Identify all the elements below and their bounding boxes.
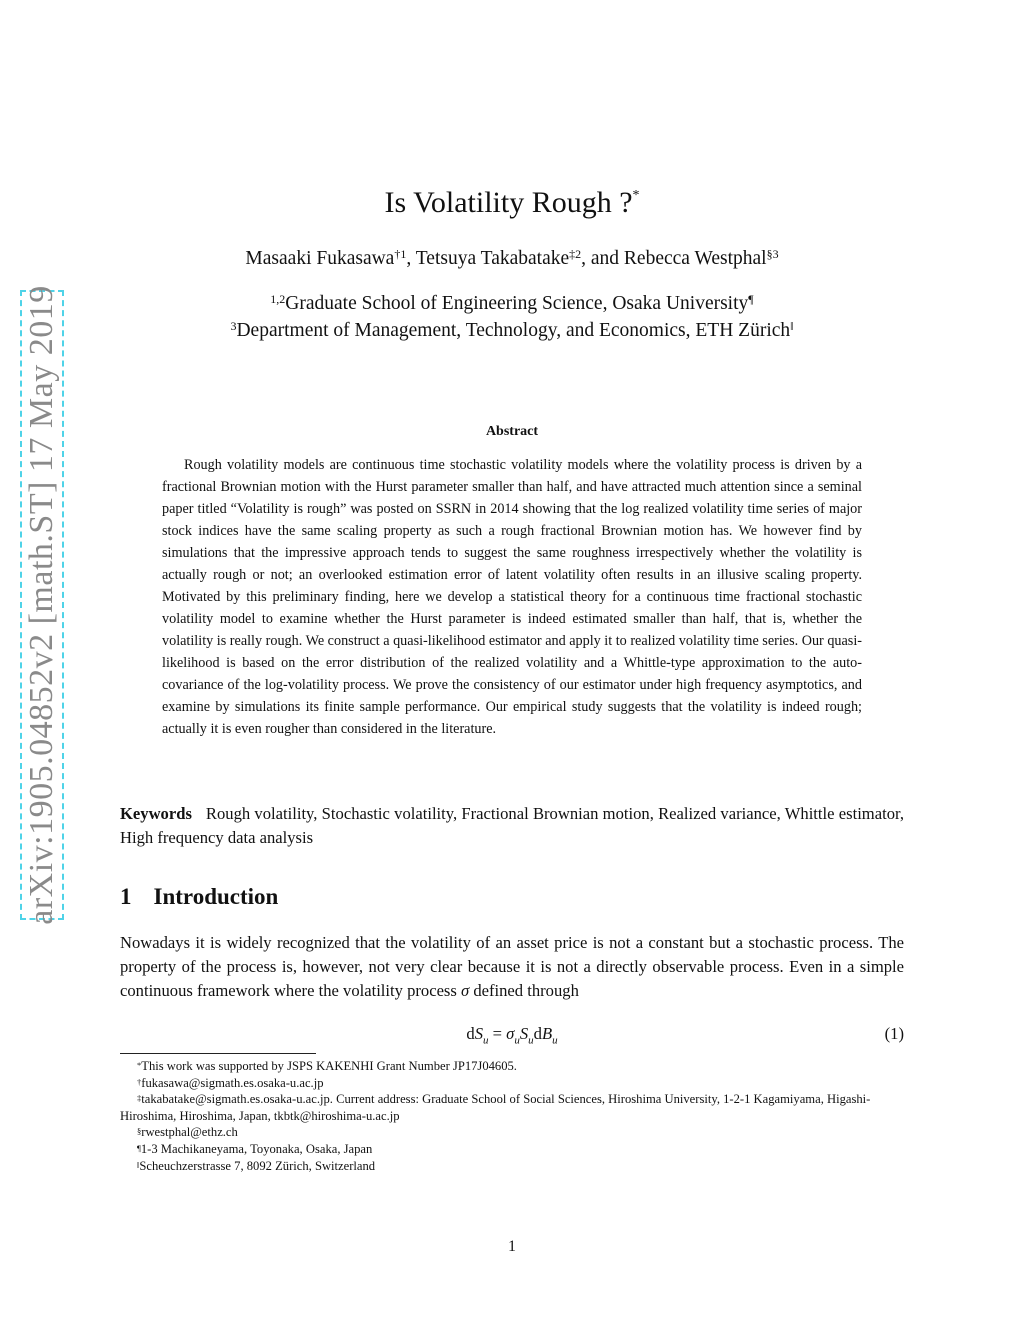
- abstract-text: Rough volatility models are continuous time stochastic volatility models where the volatility process is driven by a fractional Brownian motion with the Hurst parameter smaller than half, and have attracted much attention since a seminal paper titled “Volatility is rough” was posted on SSRN in 2014 showing that the log realized volatility time series of major stock indices have the same scaling property as such a rough fractional Brownian motion has. We however find by simulations that the impressive approach tends to suggest the same roughness irrespectively whether the volatility is actually rough or not; an overlooked estimation error of latent volatility often results in an illusive scaling property. Motivated by this preliminary finding, here we develop a statistical theory for a continuous time fractional stochastic volatility model to examine whether the Hurst parameter is indeed estimated smaller than half, that is, whether the volatility is really rough. We construct a quasi-likelihood estimator and apply it to realized volatility time series. Our quasi-likelihood is based on the error distribution of the realized volatility and a Whittle-type approximation to the auto-covariance of the log-volatility process. We prove the consistency of our estimator under high frequency asymptotics, and examine by simulations its finite sample performance. Our empirical study suggests that the volatility is indeed rough; actually it is even rougher than considered in the literature.: [162, 457, 862, 737]
- paper-title: Is Volatility Rough ?*: [384, 186, 640, 219]
- page-number: 1: [508, 1238, 516, 1255]
- title-footnote-mark: *: [632, 188, 640, 203]
- author-mark: ‡2: [569, 247, 582, 261]
- footnotes: [120, 1058, 904, 1174]
- introduction-paragraph: Nowadays it is widely recognized that the volatility of an asset price is not a constant but a stochastic process. The property of the process is, however, not very clear because it is not a directly observable process. Even in a simple continuous framework where the volatility process σ defined through: [120, 933, 904, 1000]
- equation-1: [120, 1024, 904, 1048]
- keywords-block: [120, 802, 904, 850]
- keywords-label: Keywords: [120, 804, 192, 823]
- author-name: Masaaki Fukasawa: [245, 248, 395, 269]
- footnote-item: ¶1-3 Machikaneyama, Toyonaka, Osaka, Japan: [137, 1141, 373, 1156]
- author-list: Masaaki Fukasawa$^{\dagger 1}$, Tetsuya Takabatake$^{\ddagger 2}$, and Rebecca Westphal$^{\S 3}$: [245, 247, 779, 269]
- arxiv-identifier-stamp: [20, 285, 64, 925]
- equation-number: (1): [884, 1024, 904, 1043]
- author-mark: †1: [394, 247, 407, 261]
- author-mark: §3: [766, 247, 779, 261]
- arxiv-identifier-text: arXiv:1905.04852v2 [math.ST] 17 May 2019: [23, 285, 60, 925]
- section-heading-introduction: [120, 884, 278, 910]
- section-number: 1: [120, 884, 132, 909]
- section-title: Introduction: [153, 884, 279, 909]
- footnote-item: *This work was supported by JSPS KAKENHI Grant Number JP17J04605.: [137, 1059, 517, 1073]
- affiliation-osaka: $^{1,2}$Graduate School of Engineering Science, Osaka University¶: [270, 292, 754, 314]
- author-name: Tetsuya Takabatake: [415, 248, 570, 269]
- footnote-item: †fukasawa@sigmath.es.osaka-u.ac.jp: [137, 1075, 324, 1090]
- equation-formula: $dS_u = \sigma_uS_udB_u$: [466, 1024, 558, 1047]
- footnote-item: §rwestphal@ethz.ch: [137, 1125, 238, 1140]
- footnote-item: ‡takabatake@sigmath.es.osaka-u.ac.jp. Current address: Graduate School of Social Sciences, Hiroshima University, 1-2-1 Kagamiyama, Higashi-Hiroshima, Hiroshima, Japan, tkbtk@hiroshima-u.ac.jp: [120, 1092, 871, 1123]
- abstract-heading: Abstract: [485, 424, 539, 439]
- footnote-item: ‖Scheuchzerstrasse 7, 8092 Zürich, Switzerland: [137, 1158, 376, 1173]
- sigma-symbol: σ: [461, 981, 470, 1000]
- affiliation-eth: $^3$Department of Management, Technology, and Economics, ETH Zürich‖: [230, 319, 794, 341]
- footnote-rule: [120, 1053, 316, 1054]
- keywords-text: Rough volatility, Stochastic volatility, Fractional Brownian motion, Realized variance, Whittle estimator, High frequency data analysis: [120, 804, 904, 847]
- author-name: Rebecca Westphal: [623, 248, 767, 269]
